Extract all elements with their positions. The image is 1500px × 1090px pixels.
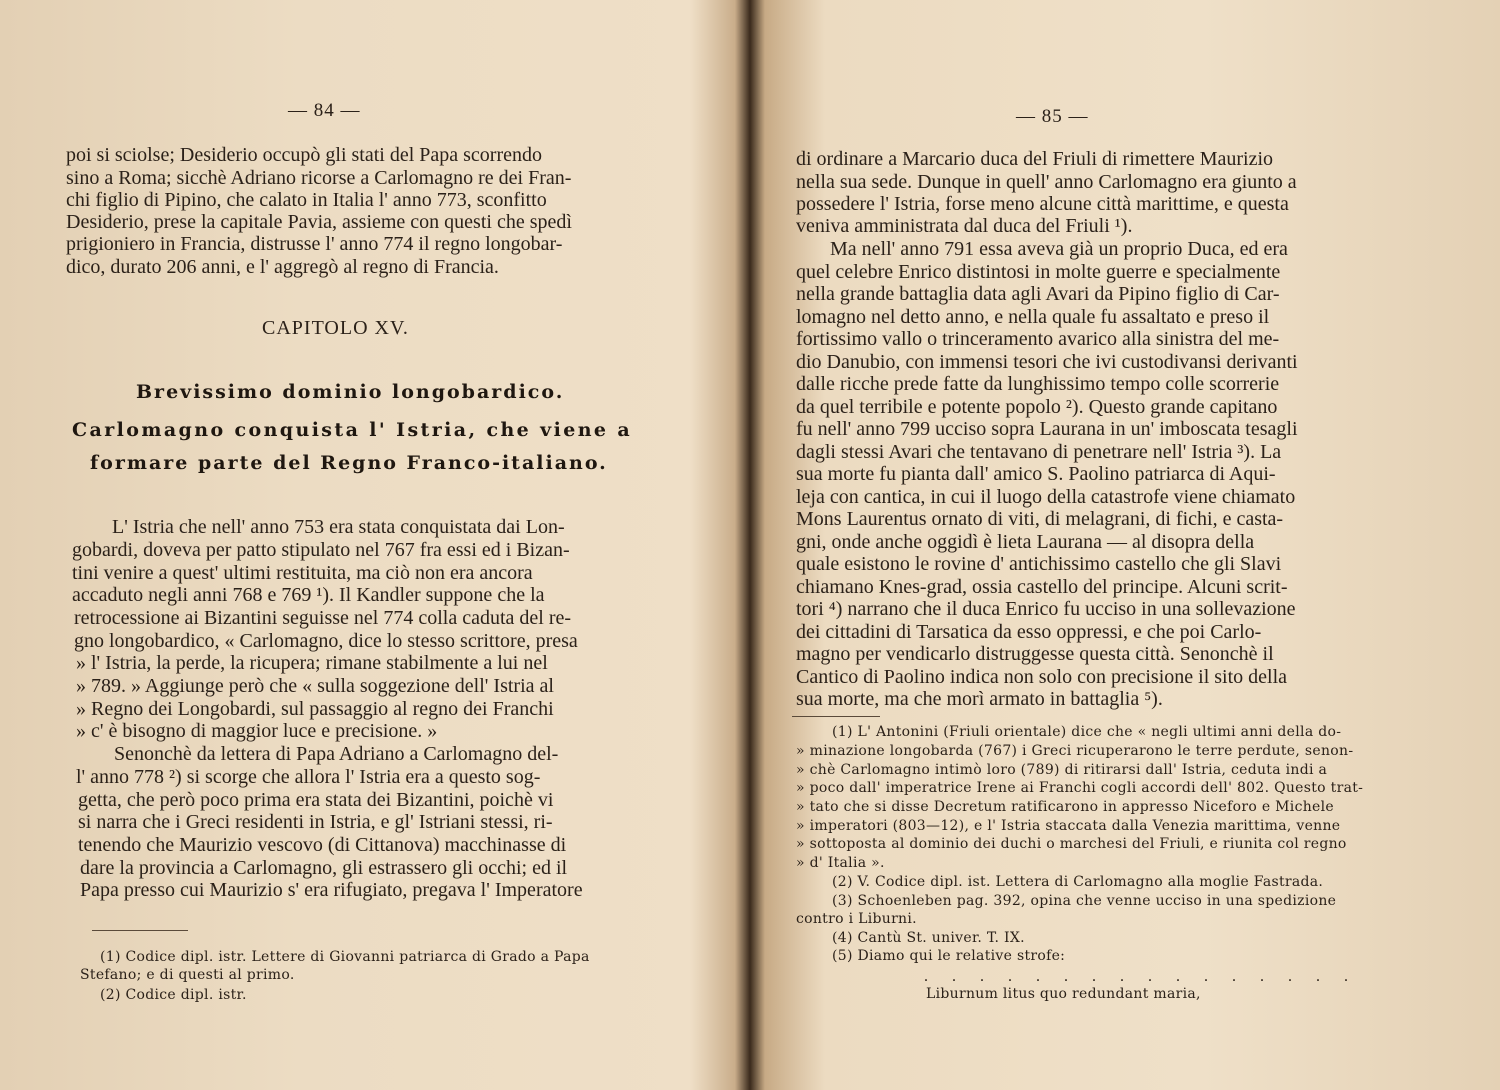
text-line: accaduto negli anni 768 e 769 ¹). Il Kandler suppone che la <box>72 584 545 606</box>
text-line: chi figlio di Pipino, che calato in Italia l' anno 773, sconfitto <box>66 189 547 211</box>
text-line: leja con cantica, in cui il luogo della catastrofe viene chiamato <box>796 486 1296 508</box>
text-line: dagli stessi Avari che tentavano di penetrare nell' Istria ³). La <box>796 441 1282 463</box>
text-line: dio Danubio, con immensi tesori che ivi custodivansi derivanti <box>796 351 1298 373</box>
text-line: » l' Istria, la perde, la ricupera; rimane stabilmente a lui nel <box>76 652 548 674</box>
text-line: nella sua sede. Dunque in quell' anno Carlomagno era giunto a <box>796 171 1297 193</box>
text-line: L' Istria che nell' anno 753 era stata conquistata dai Lon- <box>112 516 565 538</box>
text-line: veniva amministrata dal duca del Friuli ¹). <box>796 215 1133 237</box>
footnote: contro i Liburni. <box>796 911 917 927</box>
page-number: — 84 — <box>288 100 361 121</box>
text-line: Mons Laurentus ornato di viti, di melagrani, di fichi, e casta- <box>796 508 1284 530</box>
chapter-heading-line: formare parte del Regno Franco-italiano. <box>90 452 608 474</box>
footnote: (3) Schoenleben pag. 392, opina che venne ucciso in una spedizione <box>832 893 1337 909</box>
left-page <box>0 0 680 1090</box>
text-line: » c' è bisogno di maggior luce e precisione. » <box>76 720 438 742</box>
text-line: fortissimo vallo o trinceramento avarico alla sinistra del me- <box>796 328 1280 350</box>
text-line: dare la provincia a Carlomagno, gli estrassero gli occhi; ed il <box>80 857 568 879</box>
text-line: sua morte fu pianta dall' amico S. Paolino patriarca di Aqui- <box>796 463 1276 485</box>
footnote: (4) Cantù St. univer. T. IX. <box>832 930 1025 946</box>
text-line: lomagno nel detto anno, e nella quale fu assaltato e preso il <box>796 306 1270 328</box>
footnote: » poco dall' imperatrice Irene ai Franchi cogli accordi dell' 802. Questo trat- <box>796 780 1364 796</box>
text-line: getta, che però poco prima era stata dei Bizantini, poichè vi <box>78 789 554 811</box>
footnote: (5) Diamo qui le relative strofe: <box>832 948 1066 964</box>
text-line: quel celebre Enrico distintosi in molte guerre e specialmente <box>796 261 1281 283</box>
footnote: » tato che si disse Decretum ratificarono in appresso Niceforo e Michele <box>796 799 1334 815</box>
footnote-rule <box>92 930 188 931</box>
text-line: gni, onde anche oggidì è lieta Laurana — al disopra della <box>796 531 1255 553</box>
text-line: poi si sciolse; Desiderio occupò gli stati del Papa scorrendo <box>66 144 543 166</box>
text-line: Papa presso cui Maurizio s' era rifugiato, pregava l' Imperatore <box>80 879 583 901</box>
right-page <box>700 0 1500 1090</box>
footnote: (2) V. Codice dipl. ist. Lettera di Carlomagno alla moglie Fastrada. <box>832 874 1324 890</box>
text-line: tori ⁴) narrano che il duca Enrico fu ucciso in una sollevazione <box>796 598 1296 620</box>
footnote: (2) Codice dipl. istr. <box>100 987 247 1003</box>
text-line: tenendo che Maurizio vescovo (di Cittanova) macchinasse di <box>78 834 567 856</box>
text-line: retrocessione ai Bizantini seguisse nel 774 colla caduta del re- <box>74 607 572 629</box>
text-line: possedere l' Istria, forse meno alcune città marittime, e questa <box>796 193 1289 215</box>
text-line: sua morte, ma che morì armato in battaglia ⁵). <box>796 688 1163 710</box>
footnote: Stefano; e di questi al primo. <box>80 967 295 983</box>
footnote: » d' Italia ». <box>796 855 885 871</box>
text-line: nella grande battaglia data agli Avari da Pipino figlio di Car- <box>796 283 1280 305</box>
text-line: di ordinare a Marcario duca del Friuli di rimettere Maurizio <box>796 148 1274 170</box>
text-line: fu nell' anno 799 ucciso sopra Laurana in un' imboscata tesagli <box>796 418 1298 440</box>
text-line: l' anno 778 ²) si scorge che allora l' Istria era a questo sog- <box>76 766 541 788</box>
text-line: » 789. » Aggiunge però che « sulla soggezione dell' Istria al <box>76 675 554 697</box>
text-line: dico, durato 206 anni, e l' aggregò al regno di Francia. <box>66 256 499 278</box>
text-line: Ma nell' anno 791 essa aveva già un proprio Duca, ed era <box>830 238 1288 260</box>
chapter-title: CAPITOLO XV. <box>262 317 409 339</box>
text-line: da quel terribile e potente popolo ²). Questo grande capitano <box>796 396 1278 418</box>
text-line: chiamano Knes-grad, ossia castello del principe. Alcuni scrit- <box>796 576 1288 598</box>
footnote-rule <box>792 716 880 717</box>
text-line: sino a Roma; sicchè Adriano ricorse a Carlomagno re dei Fran- <box>66 167 572 189</box>
text-line: Desiderio, prese la capitale Pavia, assieme con questi che spedì <box>66 211 572 233</box>
page-number: — 85 — <box>1016 106 1089 127</box>
text-line: Senonchè da lettera di Papa Adriano a Carlomagno del- <box>114 743 559 765</box>
text-line: prigioniero in Francia, distrusse l' anno 774 il regno longobar- <box>66 233 563 255</box>
chapter-heading-line: Brevissimo dominio longobardico. <box>136 381 565 403</box>
footnote: » sottoposta al dominio dei duchi o marchesi del Friuli, e riunita col regno <box>796 836 1347 852</box>
text-line: Cantico di Paolino indica non solo con precisione il sito della <box>796 666 1288 688</box>
text-line: » Regno dei Longobardi, sul passaggio al regno dei Franchi <box>76 698 554 720</box>
footnote: » chè Carlomagno intimò loro (789) di ritirarsi dall' Istria, ceduta indi a <box>796 762 1328 778</box>
footnote: » minazione longobarda (767) i Greci ricuperarono le terre perdute, senon- <box>796 743 1354 759</box>
ellipsis-dots: . . . . . . . . . . . . . . . . <box>924 968 1358 985</box>
text-line: dalle ricche prede fatte da lunghissimo tempo colle scorrerie <box>796 373 1280 395</box>
footnote: (1) L' Antonini (Friuli orientale) dice che « negli ultimi anni della do- <box>832 724 1342 740</box>
footnote: » imperatori (803—12), e l' Istria staccata dalla Venezia marittima, venne <box>796 818 1341 834</box>
text-line: magno per vendicarlo distruggesse questa città. Senonchè il <box>796 643 1274 665</box>
text-line: gno longobardico, « Carlomagno, dice lo stesso scrittore, presa <box>74 630 578 652</box>
text-line: dei cittadini di Tarsatica da esso oppressi, e che poi Carlo- <box>796 621 1262 643</box>
text-line: si narra che i Greci residenti in Istria, e gl' Istriani stessi, ri- <box>78 811 553 833</box>
text-line: tini venire a quest' ultimi restituita, ma ciò non era ancora <box>72 562 533 584</box>
text-line: quale esistono le rovine d' antichissimo castello che gli Slavi <box>796 553 1282 575</box>
footnote: (1) Codice dipl. istr. Lettere di Giovanni patriarca di Grado a Papa <box>100 949 590 965</box>
verse-line: Liburnum litus quo redundant maria, <box>926 986 1201 1002</box>
text-line: gobardi, doveva per patto stipulato nel 767 fra essi ed i Bizan- <box>72 539 570 561</box>
chapter-heading-line: Carlomagno conquista l' Istria, che viene a <box>72 419 633 441</box>
